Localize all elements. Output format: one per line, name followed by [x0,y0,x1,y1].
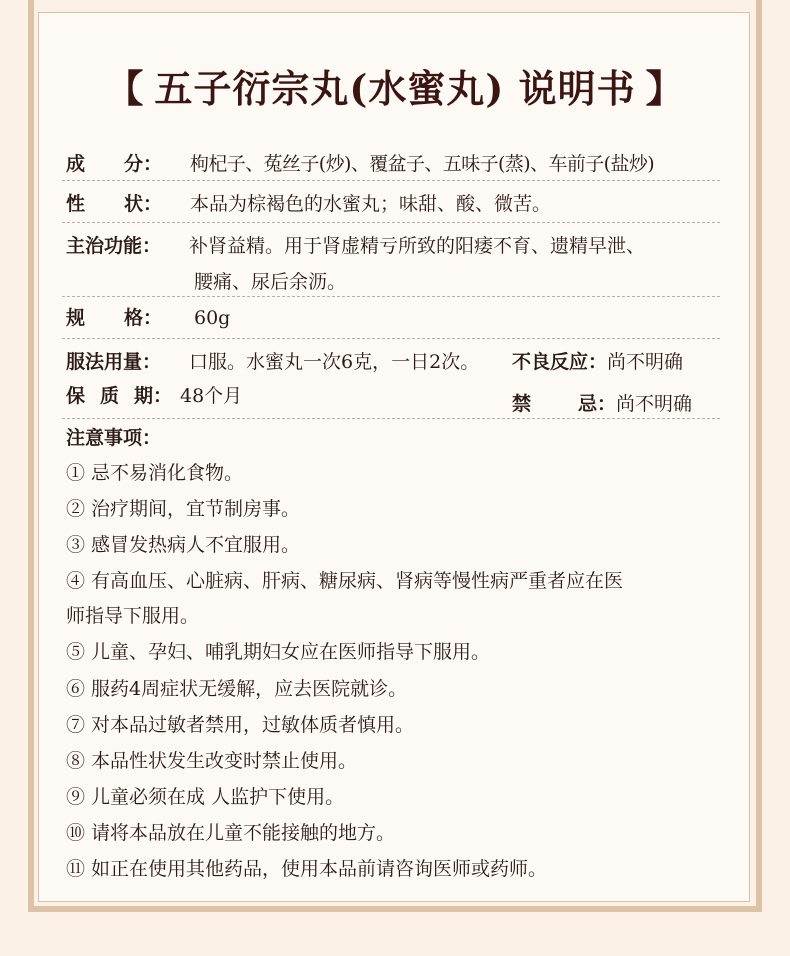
note-item: ⑨ 儿童必须在成 人监护下使用。 [66,786,345,808]
indications-row [66,234,645,258]
note-item: ⑥ 服药4周症状无缓解，应去医院就诊。 [66,678,408,700]
divider [62,338,720,339]
note-item: ⑧ 本品性状发生改变时禁止使用。 [66,750,358,772]
note-item: ⑪ 如正在使用其他药品，使用本品前请咨询医师或药师。 [66,858,548,880]
spec-row [66,306,230,330]
note-item-continuation: 师指导下服用。 [66,605,200,627]
ingredients-row [66,152,654,176]
contraindications-row [512,392,692,416]
ingredients-label: 成 分： [66,153,162,175]
indications-label: 主治功能： [66,235,162,257]
adverse-value: 尚不明确 [607,351,684,373]
adverse-row [512,350,683,374]
notes-heading: 注意事项： [66,427,162,449]
adverse-label: 不良反应： [512,351,608,373]
contraindications-label: 禁 忌： [512,393,616,415]
appearance-label: 性 状： [66,193,162,215]
divider [62,222,720,223]
shelf-life-row [66,384,242,408]
spec-label: 规 格： [66,307,162,329]
note-item: ③ 感冒发热病人不宜服用。 [66,534,301,556]
note-item: ⑦ 对本品过敏者禁用，过敏体质者慎用。 [66,714,415,736]
dosage-value: 口服。水蜜丸一次6克，一日2次。 [189,351,480,373]
appearance-value: 本品为棕褐色的水蜜丸；味甜、酸、微苦。 [190,193,552,215]
contraindications-value: 尚不明确 [616,393,693,415]
divider [62,180,720,181]
spec-value: 60g [194,307,231,329]
page-title: 【 五子衍宗丸(水蜜丸) 说明书 】 [105,66,685,111]
note-item: ④ 有高血压、心脏病、肝病、糖尿病、肾病等慢性病严重者应在医 [66,570,624,592]
note-item: ① 忌不易消化食物。 [66,462,244,484]
shelf-life-label: 保 质 期： [66,385,172,407]
divider [62,296,720,297]
note-item: ⑩ 请将本品放在儿童不能接触的地方。 [66,822,396,844]
dosage-label: 服法用量： [66,351,162,373]
indications-value-line2: 腰痛、尿后余沥。 [194,271,347,293]
ingredients-value: 枸杞子、菟丝子(炒)、覆盆子、五味子(蒸)、车前子(盐炒) [190,153,655,175]
note-item: ② 治疗期间，宜节制房事。 [66,498,301,520]
shelf-life-value: 48个月 [180,385,243,407]
divider [62,418,720,419]
note-item: ⑤ 儿童、孕妇、哺乳期妇女应在医师指导下服用。 [66,641,491,663]
dosage-row [66,350,479,374]
indications-value-line1: 补肾益精。用于肾虚精亏所致的阳痿不育、遗精早泄、 [189,235,646,257]
appearance-row [66,192,551,216]
